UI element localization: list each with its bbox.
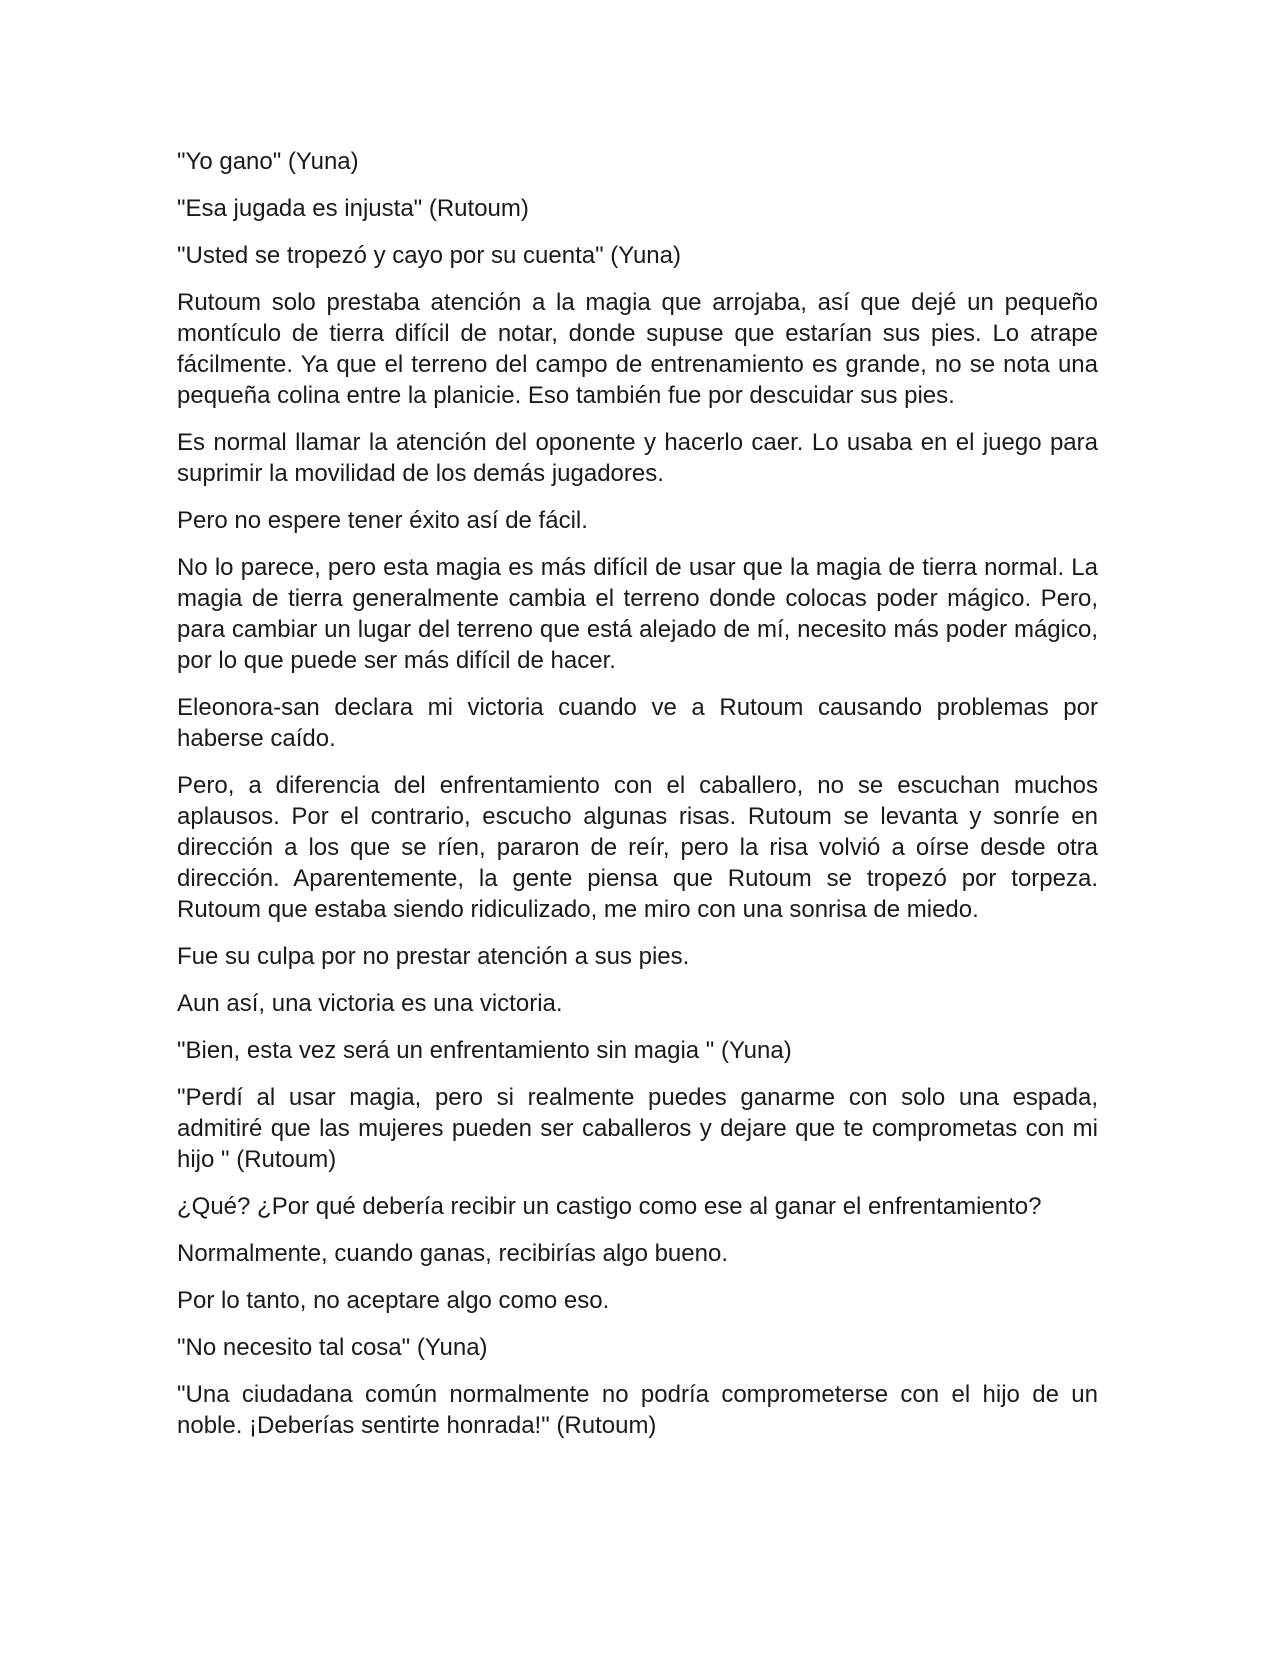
paragraph: Normalmente, cuando ganas, recibirías algo bueno. xyxy=(177,1240,728,1267)
paragraph: Pero, a diferencia del enfrentamiento con el caballero, no se escuchan muchos aplausos. Por el contrario, escucho algunas risas. Rutoum se levanta y sonríe en dirección a los que se ríen, pararon de reír, pero la risa volvió a oírse desde otra dirección. Aparentemente, la gente piensa que Rutoum se tropezó por torpeza. Rutoum que estaba siendo ridiculizado, me miro con una sonrisa de miedo. xyxy=(177,772,1098,923)
paragraph: "Bien, esta vez será un enfrentamiento sin magia " (Yuna) xyxy=(177,1037,792,1064)
paragraph: Es normal llamar la atención del oponente y hacerlo caer. Lo usaba en el juego para suprimir la movilidad de los demás jugadores. xyxy=(177,429,1098,487)
paragraph: "Esa jugada es injusta" (Rutoum) xyxy=(177,195,529,222)
paragraph: ¿Qué? ¿Por qué debería recibir un castigo como ese al ganar el enfrentamiento? xyxy=(177,1193,1042,1220)
paragraph: "Una ciudadana común normalmente no podría comprometerse con el hijo de un noble. ¡Deberías sentirte honrada!" (Rutoum) xyxy=(177,1381,1098,1439)
paragraph: Por lo tanto, no aceptare algo como eso. xyxy=(177,1287,610,1314)
paragraph: "Perdí al usar magia, pero si realmente puedes ganarme con solo una espada, admitiré que las mujeres pueden ser caballeros y dejare que te comprometas con mi hijo " (Rutoum) xyxy=(177,1084,1098,1173)
paragraph: "No necesito tal cosa" (Yuna) xyxy=(177,1334,488,1361)
paragraph: "Yo gano" (Yuna) xyxy=(177,148,359,175)
paragraph: Pero no espere tener éxito así de fácil. xyxy=(177,507,588,534)
paragraph: Eleonora-san declara mi victoria cuando ve a Rutoum causando problemas por haberse caído. xyxy=(177,694,1098,752)
paragraph: No lo parece, pero esta magia es más difícil de usar que la magia de tierra normal. La magia de tierra generalmente cambia el terreno donde colocas poder mágico. Pero, para cambiar un lugar del terreno que está alejado de mí, necesito más poder mágico, por lo que puede ser más difícil de hacer. xyxy=(177,554,1098,674)
paragraph: Rutoum solo prestaba atención a la magia que arrojaba, así que dejé un pequeño montículo de tierra difícil de notar, donde supuse que estarían sus pies. Lo atrape fácilmente. Ya que el terreno del campo de entrenamiento es grande, no se nota una pequeña colina entre la planicie. Eso también fue por descuidar sus pies. xyxy=(177,289,1098,409)
paragraph: Aun así, una victoria es una victoria. xyxy=(177,990,563,1017)
document-page xyxy=(177,146,1098,1457)
paragraph: "Usted se tropezó y cayo por su cuenta" (Yuna) xyxy=(177,242,681,269)
paragraph: Fue su culpa por no prestar atención a sus pies. xyxy=(177,943,690,970)
